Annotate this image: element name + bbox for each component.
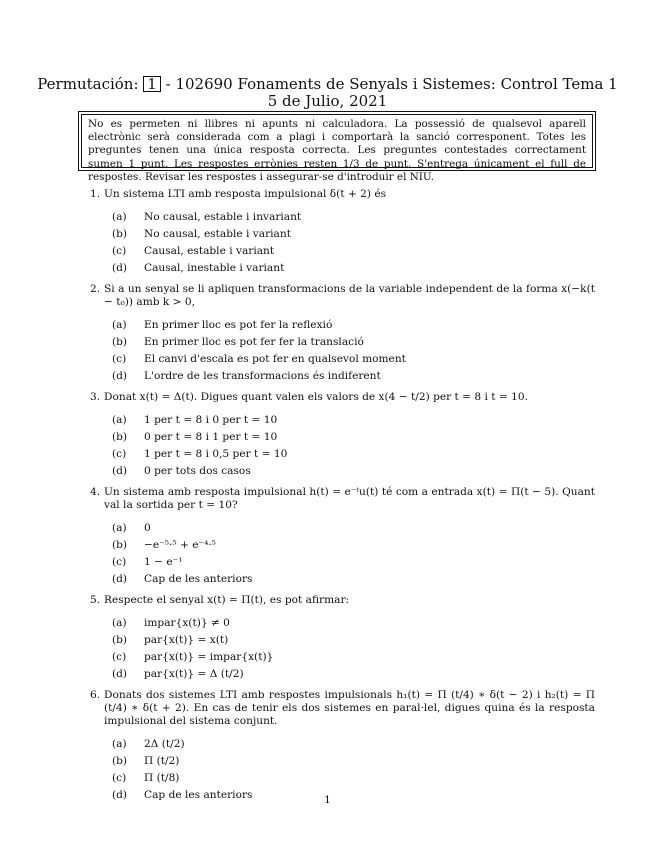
option-label: (c) (112, 651, 127, 663)
answer-option (112, 753, 595, 770)
question-text: Donats dos sistemes LTI amb respostes impulsionals h₁(t) = Π (t/4) ∗ δ(t − 2) i h₂(t) = Π (t/4) ∗ δ(t + 2). En cas de tenir els dos sistemes en paral·lel, digues quina és la resposta impulsional del sistema conjunt. (104, 689, 595, 727)
question-2 (90, 283, 595, 385)
option-label: (b) (112, 755, 128, 767)
option-text: Causal, estable i variant (144, 245, 275, 257)
question-text: Si a un senyal se li apliquen transformacions de la variable independent de la forma x(−k(t − t₀)) amb k > 0, (104, 283, 595, 308)
question-stem (90, 486, 595, 512)
answer-option (112, 429, 595, 446)
option-text: En primer lloc es pot fer la reflexió (144, 319, 333, 331)
option-text: No causal, estable i variant (144, 228, 291, 240)
question-text: Un sistema amb resposta impulsional h(t) = e⁻ᵗu(t) té com a entrada x(t) = Π(t − 5). Quant val la sortida per t = 10? (104, 486, 595, 511)
answer-options (90, 520, 595, 588)
option-label: (d) (112, 262, 128, 274)
option-label: (b) (112, 539, 128, 551)
question-stem (90, 391, 595, 404)
option-label: (c) (112, 353, 127, 365)
option-label: (d) (112, 370, 128, 382)
option-label: (a) (112, 319, 127, 331)
answer-option (112, 463, 595, 480)
option-label: (b) (112, 431, 128, 443)
course-title: - 102690 Fonaments de Senyals i Sistemes: Control Tema 1 (165, 75, 618, 93)
question-list (90, 188, 595, 810)
question-text: Respecte el senyal x(t) = Π(t), es pot afirmar: (104, 594, 350, 606)
answer-option (112, 736, 595, 753)
question-number: 6. (90, 689, 101, 701)
option-text: En primer lloc es pot fer fer la translació (144, 336, 364, 348)
answer-option (112, 571, 595, 588)
option-label: (a) (112, 617, 127, 629)
option-text: Π (t/2) (144, 755, 180, 767)
option-label: (a) (112, 522, 127, 534)
question-stem (90, 188, 595, 201)
option-label: (d) (112, 573, 128, 585)
option-label: (b) (112, 336, 128, 348)
question-stem (90, 283, 595, 309)
instructions-box (78, 111, 596, 183)
question-stem (90, 594, 595, 607)
option-text: 1 per t = 8 i 0,5 per t = 10 (144, 448, 288, 460)
option-label: (b) (112, 228, 128, 240)
option-label: (c) (112, 448, 127, 460)
option-text: Cap de les anteriors (144, 573, 253, 585)
question-4 (90, 486, 595, 588)
question-number: 3. (90, 391, 101, 403)
option-text: 1 − e⁻¹ (144, 556, 183, 568)
answer-option (112, 351, 595, 368)
title-line-1 (0, 76, 655, 93)
answer-option (112, 317, 595, 334)
question-5 (90, 594, 595, 683)
option-text: 0 per tots dos casos (144, 465, 251, 477)
option-label: (a) (112, 211, 127, 223)
answer-option (112, 412, 595, 429)
option-text: 2Δ (t/2) (144, 738, 185, 750)
question-number: 2. (90, 283, 101, 295)
question-3 (90, 391, 595, 480)
answer-option (112, 649, 595, 666)
option-text: impar{x(t)} ≠ 0 (144, 617, 230, 629)
answer-options (90, 412, 595, 480)
question-1 (90, 188, 595, 277)
permutation-number-box: 1 (143, 76, 161, 92)
question-number: 4. (90, 486, 101, 498)
answer-option (112, 615, 595, 632)
option-label: (a) (112, 414, 127, 426)
answer-option (112, 554, 595, 571)
answer-options (90, 615, 595, 683)
answer-option (112, 446, 595, 463)
exam-title (0, 76, 655, 110)
option-text: Cap de les anteriors (144, 789, 253, 801)
option-label: (d) (112, 789, 128, 801)
option-label: (c) (112, 556, 127, 568)
answer-option (112, 334, 595, 351)
answer-option (112, 209, 595, 226)
option-label: (a) (112, 738, 127, 750)
answer-option (112, 632, 595, 649)
answer-option (112, 537, 595, 554)
question-number: 1. (90, 188, 101, 200)
question-text: Un sistema LTI amb resposta impulsional δ(t + 2) és (104, 188, 387, 200)
question-number: 5. (90, 594, 101, 606)
answer-option (112, 368, 595, 385)
option-text: 1 per t = 8 i 0 per t = 10 (144, 414, 278, 426)
option-text: par{x(t)} = x(t) (144, 634, 229, 646)
option-label: (b) (112, 634, 128, 646)
instructions-text: No es permeten ni llibres ni apunts ni calculadora. La possessió de qualsevol aparell electrònic serà considerada com a plagi i comportarà la sanció corresponent. Totes les preguntes tenen una única resposta correcta. Les preguntes contestades correctament sumen 1 punt. Les respostes errònies resten 1/3 de punt. S'entrega únicament el full de respostes. Revisar les respostes i assegurar-se d'introduir el NIU. (81, 114, 593, 168)
question-stem (90, 689, 595, 728)
option-text: −e⁻⁵·⁵ + e⁻⁴·⁵ (144, 539, 216, 551)
answer-option (112, 243, 595, 260)
option-label: (d) (112, 465, 128, 477)
option-label: (c) (112, 245, 127, 257)
option-label: (c) (112, 772, 127, 784)
option-label: (d) (112, 668, 128, 680)
option-text: par{x(t)} = Δ (t/2) (144, 668, 244, 680)
page-number: 1 (324, 794, 331, 806)
option-text: 0 per t = 8 i 1 per t = 10 (144, 431, 278, 443)
exam-date: 5 de Julio, 2021 (267, 92, 388, 110)
answer-options (90, 317, 595, 385)
question-text: Donat x(t) = Δ(t). Digues quant valen els valors de x(4 − t/2) per t = 8 i t = 10. (104, 391, 528, 403)
option-text: L'ordre de les transformacions és indiferent (144, 370, 381, 382)
option-text: 0 (144, 522, 151, 534)
answer-option (112, 520, 595, 537)
permutation-label: Permutación: (37, 75, 139, 93)
answer-option (112, 666, 595, 683)
answer-option (112, 260, 595, 277)
option-text: Causal, inestable i variant (144, 262, 285, 274)
option-text: Π (t/8) (144, 772, 180, 784)
question-6 (90, 689, 595, 804)
answer-option (112, 226, 595, 243)
option-text: El canvi d'escala es pot fer en qualsevol moment (144, 353, 406, 365)
answer-option (112, 770, 595, 787)
answer-options (90, 209, 595, 277)
option-text: No causal, estable i invariant (144, 211, 302, 223)
option-text: par{x(t)} = impar{x(t)} (144, 651, 274, 663)
